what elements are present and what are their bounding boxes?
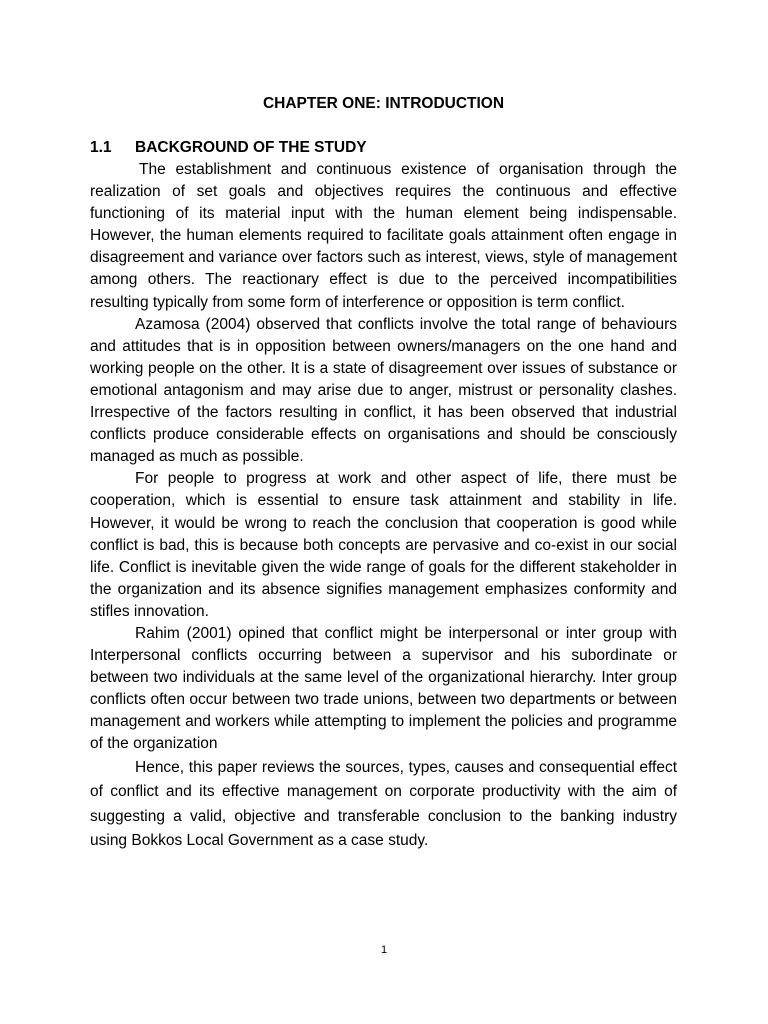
page-number: 1: [380, 944, 388, 956]
section-heading: [90, 137, 677, 159]
body-text: [90, 159, 677, 854]
paragraph-rahim: Rahim (2001) opined that conflict might be interpersonal or inter group with Interpersonal conflicts occurring between a supervisor and his subordinate or between two individuals at the same level of the organizational hierarchy. Inter group conflicts often occur between two trade unions, between two departments or between management and workers while attempting to implement the policies and programme of the organization: [90, 624, 677, 753]
paragraph-cooperation: For people to progress at work and other aspect of life, there must be cooperation, which is essential to ensure task attainment and stability in life. However, it would be wrong to reach the conclusion that cooperation is good while conflict is bad, this is because both concepts are pervasive and co-exist in our social life. Conflict is inevitable given the wide range of goals for the different stakeholder in the organization and its absence signifies management emphasizes conformity and stifles innovation.: [90, 470, 677, 620]
paragraph-conclusion: Hence, this paper reviews the sources, types, causes and consequential effect of conflict and its effective management on corporate productivity with the aim of suggesting a valid, objective and transferable conclusion to the banking industry using Bokkos Local Government as a case study.: [90, 758, 677, 850]
section-number: 1.1: [90, 139, 112, 156]
paragraph-establishment: The establishment and continuous existence of organisation through the realization of set goals and objectives requires the continuous and effective functioning of its material input with the human element being indispensable. However, the human elements required to facilitate goals attainment often engage in disagreement and variance over factors such as interest, views, style of management among others. The reactionary effect is due to the perceived incompatibilities resulting typically from some form of interference or opposition is term conflict.: [90, 161, 677, 311]
paragraph-azamosa: Azamosa (2004) observed that conflicts involve the total range of behaviours and attitudes that is in opposition between owners/managers on the one hand and working people on the other. It is a state of disagreement over issues of substance or emotional antagonism and may arise due to anger, mistrust or personality clashes. Irrespective of the factors resulting in conflict, it has been observed that industrial conflicts produce considerable effects on organisations and should be consciously managed as much as possible.: [90, 315, 677, 466]
section-title: BACKGROUND OF THE STUDY: [135, 139, 367, 156]
chapter-title: CHAPTER ONE: INTRODUCTION: [262, 95, 505, 112]
